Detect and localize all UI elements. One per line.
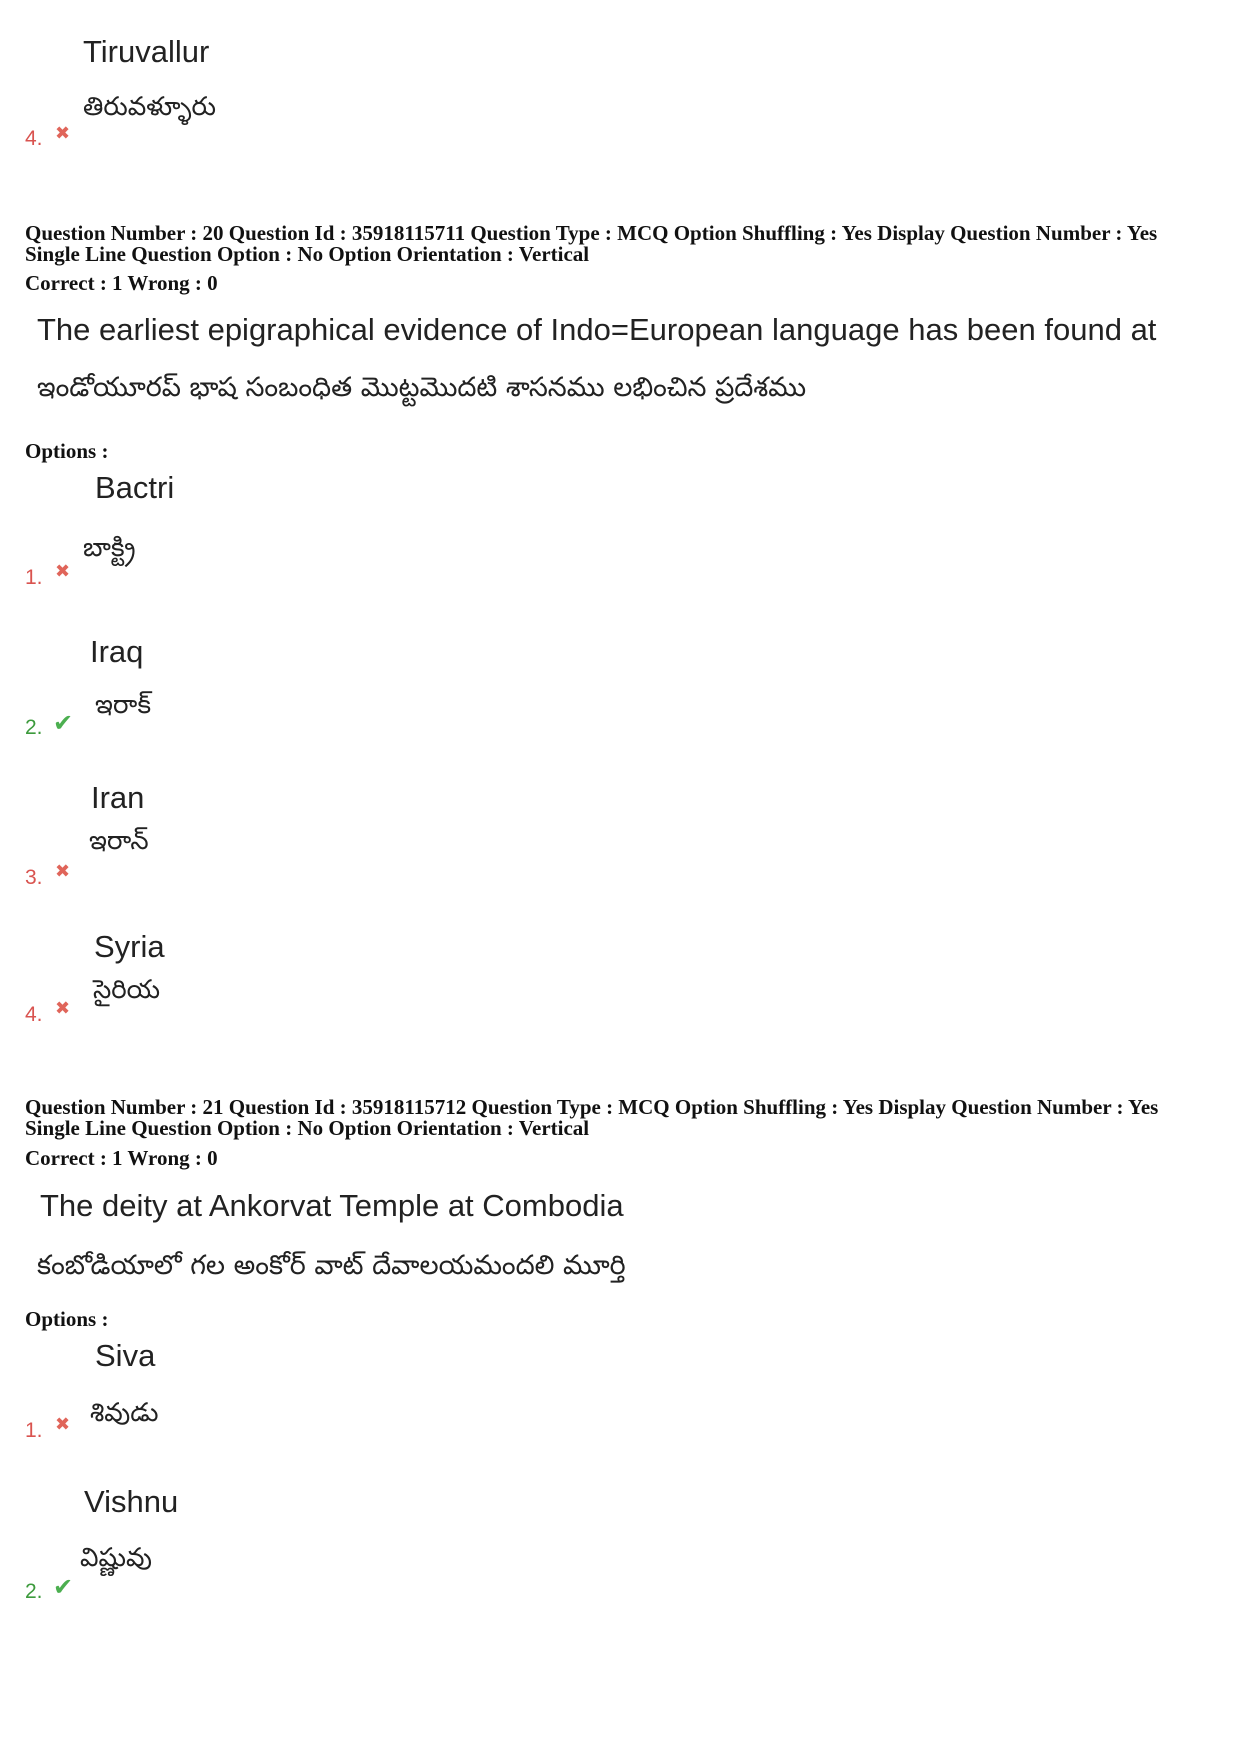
option-text-en: Bactri [95,470,175,505]
question-score: Correct : 1 Wrong : 0 [25,271,218,295]
option-text-te: ఇరాక్ [95,690,152,720]
question-text-te: కంబోడియాలో గల అంకోర్ వాట్ దేవాలయమందలి మూర్తి [37,1250,626,1281]
options-label: Options : [25,439,109,463]
question-meta-line2: Single Line Question Option : No Option Orientation : Vertical [25,242,590,266]
wrong-mark-icon: ✖ [55,861,71,882]
option-number: 2. [25,1580,43,1603]
option-text-en: Iraq [90,634,144,669]
option-text-te: శివుడు [90,1398,159,1428]
option-number: 1. [25,566,43,589]
question-text-te: ఇండోయూరప్ భాష సంబంధిత మొట్టమొదటి శాసనము లభించిన ప్రదేశము [37,372,807,403]
option-text-te: విష్ణువు [80,1543,152,1573]
option-text-en: Siva [95,1338,156,1373]
wrong-mark-icon: ✖ [55,1414,71,1435]
option-number: 4. [25,127,43,150]
option-text-te: బాక్ట్రి [83,533,136,563]
option-text-te: తిరువళ్ళూరు [83,92,216,122]
question-meta-line2: Single Line Question Option : No Option Orientation : Vertical [25,1116,590,1140]
options-label: Options : [25,1307,109,1331]
question-meta-line1: Question Number : 21 Question Id : 35918115712 Question Type : MCQ Option Shuffling : Yes Display Question Number : Yes [25,1095,1159,1119]
option-number: 4. [25,1003,43,1026]
option-number: 3. [25,866,43,889]
wrong-mark-icon: ✖ [55,998,71,1019]
option-number: 2. [25,716,43,739]
question-text-en: The earliest epigraphical evidence of Indo=European language has been found at [37,312,1157,347]
option-text-en: Tiruvallur [83,34,210,69]
option-text-en: Vishnu [84,1484,179,1519]
question-text-en: The deity at Ankorvat Temple at Combodia [40,1188,624,1223]
wrong-mark-icon: ✖ [55,123,71,144]
option-text-te: సైరియ [93,975,161,1005]
option-text-te: ఇరాన్ [89,826,149,856]
option-text-en: Iran [91,780,145,815]
question-score: Correct : 1 Wrong : 0 [25,1146,218,1170]
check-mark-icon: ✔ [53,709,74,737]
check-mark-icon: ✔ [53,1573,74,1601]
option-number: 1. [25,1419,43,1442]
question-meta-line1: Question Number : 20 Question Id : 35918115711 Question Type : MCQ Option Shuffling : Yes Display Question Number : Yes [25,221,1158,245]
option-text-en: Syria [94,929,165,964]
wrong-mark-icon: ✖ [55,561,71,582]
